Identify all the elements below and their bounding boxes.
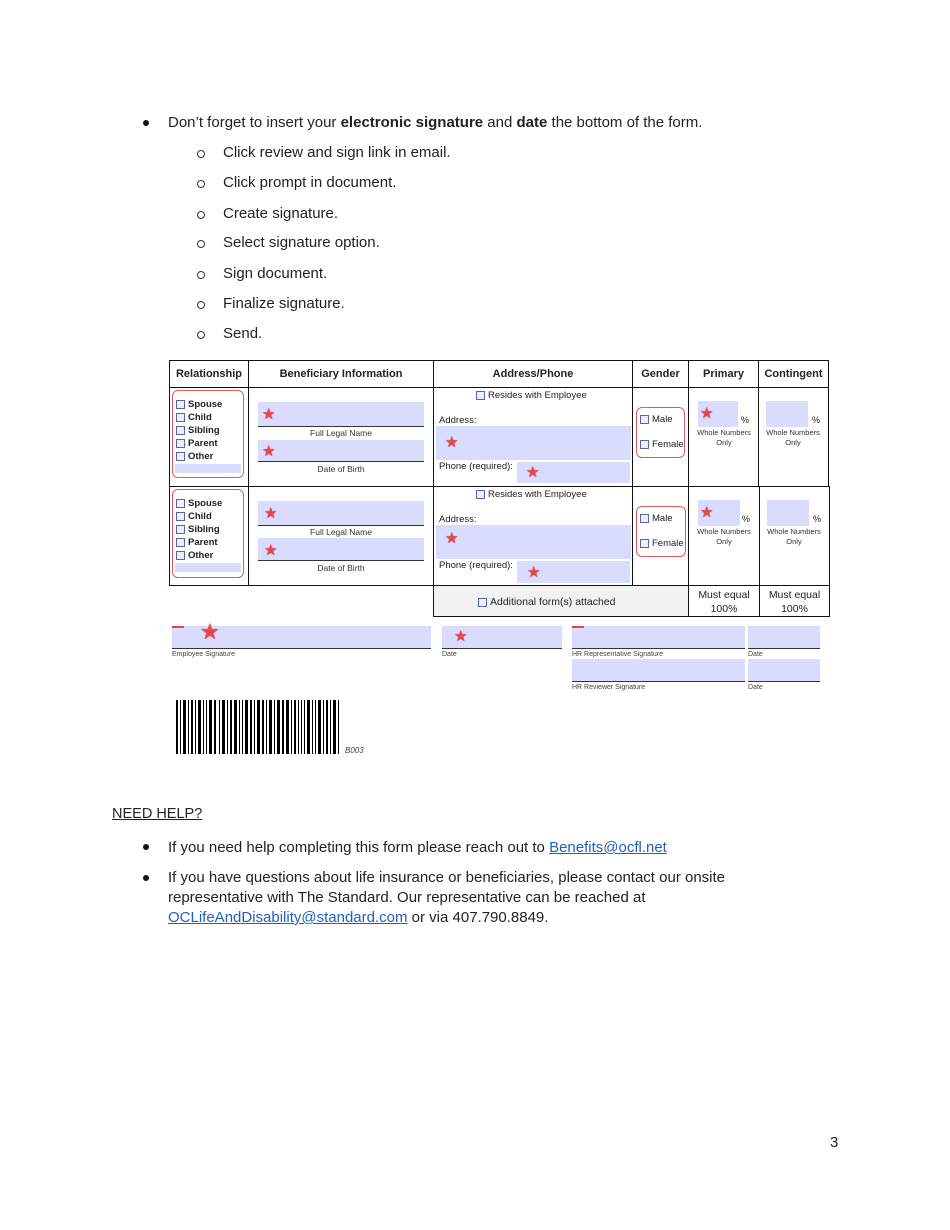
bullet-dot: [143, 120, 149, 126]
star-icon: ★: [445, 530, 459, 547]
header-relationship: Relationship: [169, 360, 249, 388]
row1-dob-field[interactable]: [258, 440, 424, 461]
row1-name-label: Full Legal Name: [310, 428, 372, 438]
step-marker: [197, 180, 205, 188]
relationship-option[interactable]: Parent: [176, 536, 222, 549]
row2-name-field[interactable]: [258, 501, 424, 525]
hr-reviewer-date-field[interactable]: [748, 659, 820, 681]
bullet-dot: [143, 844, 149, 850]
underline: [748, 681, 820, 682]
star-icon: ★: [200, 619, 220, 644]
underline: [258, 525, 424, 526]
row1-name-field[interactable]: [258, 402, 424, 426]
star-icon: ★: [445, 434, 459, 451]
step-item: Click prompt in document.: [223, 174, 397, 191]
row1-phone-label: Phone (required):: [439, 461, 513, 472]
row2-primary-percent: %: [742, 514, 751, 524]
step-marker: [197, 331, 205, 339]
row1-gender-male[interactable]: Male: [640, 414, 673, 425]
row1-address-field[interactable]: [436, 426, 631, 460]
need-help-heading: NEED HELP?: [112, 806, 203, 822]
header-address-phone: Address/Phone: [433, 360, 633, 388]
step-item: Finalize signature.: [223, 295, 345, 312]
row1-contingent-percent: %: [812, 415, 821, 425]
contingent-must-equal: Must equal 100%: [759, 585, 830, 617]
relationship-option[interactable]: Sibling: [176, 424, 222, 437]
step-item: Click review and sign link in email.: [223, 144, 451, 161]
row1-primary-percent: %: [741, 415, 750, 425]
row2-contingent-field[interactable]: [767, 500, 809, 526]
employee-date-label: Date: [442, 651, 457, 658]
hr-reviewer-signature-field[interactable]: [572, 659, 745, 681]
relationship-option[interactable]: Other: [176, 549, 222, 562]
star-icon: ★: [264, 542, 278, 559]
underline: [748, 648, 820, 649]
star-icon: ★: [526, 464, 540, 481]
row1-primary-note: Whole Numbers Only: [697, 428, 751, 447]
step-marker: [197, 211, 205, 219]
underline: [572, 681, 745, 682]
row1-gender-highlight: [636, 407, 685, 458]
hr-rep-date-label: Date: [748, 651, 763, 658]
row1-address-label: Address:: [439, 415, 477, 426]
hr-rep-signature-label: HR Representative Signature: [572, 651, 664, 658]
hr-reviewer-signature-label: HR Reviewer Signature: [572, 684, 646, 691]
additional-forms-option[interactable]: Additional form(s) attached: [478, 596, 615, 608]
star-icon: ★: [700, 504, 714, 521]
row2-gender-female[interactable]: Female: [640, 538, 684, 549]
underline: [442, 648, 562, 649]
header-primary: Primary: [688, 360, 759, 388]
star-icon: ★: [264, 505, 278, 522]
row1-resides-option[interactable]: Resides with Employee: [476, 390, 587, 401]
hr-rep-date-field[interactable]: [748, 626, 820, 648]
step-marker: [197, 271, 205, 279]
row2-resides-option[interactable]: Resides with Employee: [476, 489, 587, 500]
underline: [172, 648, 431, 649]
underline: [258, 560, 424, 561]
relationship-option[interactable]: Sibling: [176, 523, 222, 536]
row1-contingent-field[interactable]: [766, 401, 808, 427]
row2-contingent-note: Whole Numbers Only: [767, 527, 821, 546]
row1-relationship-highlight: [172, 390, 244, 478]
row2-gender-highlight: [636, 506, 686, 557]
row2-phone-label: Phone (required):: [439, 560, 513, 571]
star-icon: ★: [527, 564, 541, 581]
underline: [258, 461, 424, 462]
standard-email-link[interactable]: OCLifeAndDisability@standard.com: [168, 909, 408, 926]
flag-icon: [572, 626, 584, 628]
step-marker: [197, 301, 205, 309]
relationship-option[interactable]: Spouse: [176, 497, 222, 510]
hr-reviewer-date-label: Date: [748, 684, 763, 691]
beneficiary-form-image: [168, 360, 830, 768]
benefits-email-link[interactable]: Benefits@ocfl.net: [549, 839, 667, 856]
step-marker: [197, 240, 205, 248]
relationship-option[interactable]: Child: [176, 411, 222, 424]
relationship-option[interactable]: Spouse: [176, 398, 222, 411]
help-item-2: If you have questions about life insurance or beneficiaries, please contact our onsite representative with The Standard. Our representative can be reached at OCLifeAndDisability@standard.com or via 407.790.8849.: [168, 869, 726, 926]
page-number: 3: [830, 1134, 839, 1151]
header-contingent: Contingent: [758, 360, 829, 388]
star-icon: ★: [262, 406, 276, 423]
row2-address-field[interactable]: [436, 525, 631, 559]
help-item-1: If you need help completing this form please reach out to Benefits@ocfl.net: [168, 839, 667, 856]
step-item: Select signature option.: [223, 234, 380, 251]
underline: [572, 648, 745, 649]
row1-dob-label: Date of Birth: [317, 464, 365, 474]
step-marker: [197, 150, 205, 158]
signature-reminder: Don’t forget to insert your electronic signature and date the bottom of the form.: [168, 114, 703, 131]
row2-name-label: Full Legal Name: [310, 527, 372, 537]
barcode-label: B003: [345, 746, 364, 755]
step-item: Sign document.: [223, 265, 328, 282]
employee-signature-label: Employee Signature: [172, 651, 236, 658]
star-icon: ★: [700, 405, 714, 422]
row2-relationship-highlight: [172, 489, 244, 578]
row1-contingent-note: Whole Numbers Only: [766, 428, 820, 447]
row2-primary-note: Whole Numbers Only: [697, 527, 751, 546]
star-icon: ★: [454, 628, 468, 645]
header-gender: Gender: [632, 360, 689, 388]
row2-dob-label: Date of Birth: [317, 563, 365, 573]
row2-address-label: Address:: [439, 514, 477, 525]
relationship-option[interactable]: Other: [176, 450, 222, 463]
underline: [258, 426, 424, 427]
row2-dob-field[interactable]: [258, 538, 424, 560]
relationship-option[interactable]: Child: [176, 510, 222, 523]
primary-must-equal: Must equal 100%: [688, 585, 760, 617]
header-beneficiary-information: Beneficiary Information: [248, 360, 434, 388]
step-item: Send.: [223, 325, 263, 342]
row2-gender-male[interactable]: Male: [640, 513, 673, 524]
row1-gender-female[interactable]: Female: [640, 439, 684, 450]
flag-icon: [172, 626, 184, 628]
row2-contingent-percent: %: [813, 514, 822, 524]
step-item: Create signature.: [223, 205, 339, 222]
hr-rep-signature-field[interactable]: [572, 626, 745, 648]
relationship-option[interactable]: Parent: [176, 437, 222, 450]
bullet-dot: [143, 875, 149, 881]
barcode: [176, 700, 341, 754]
star-icon: ★: [262, 443, 276, 460]
